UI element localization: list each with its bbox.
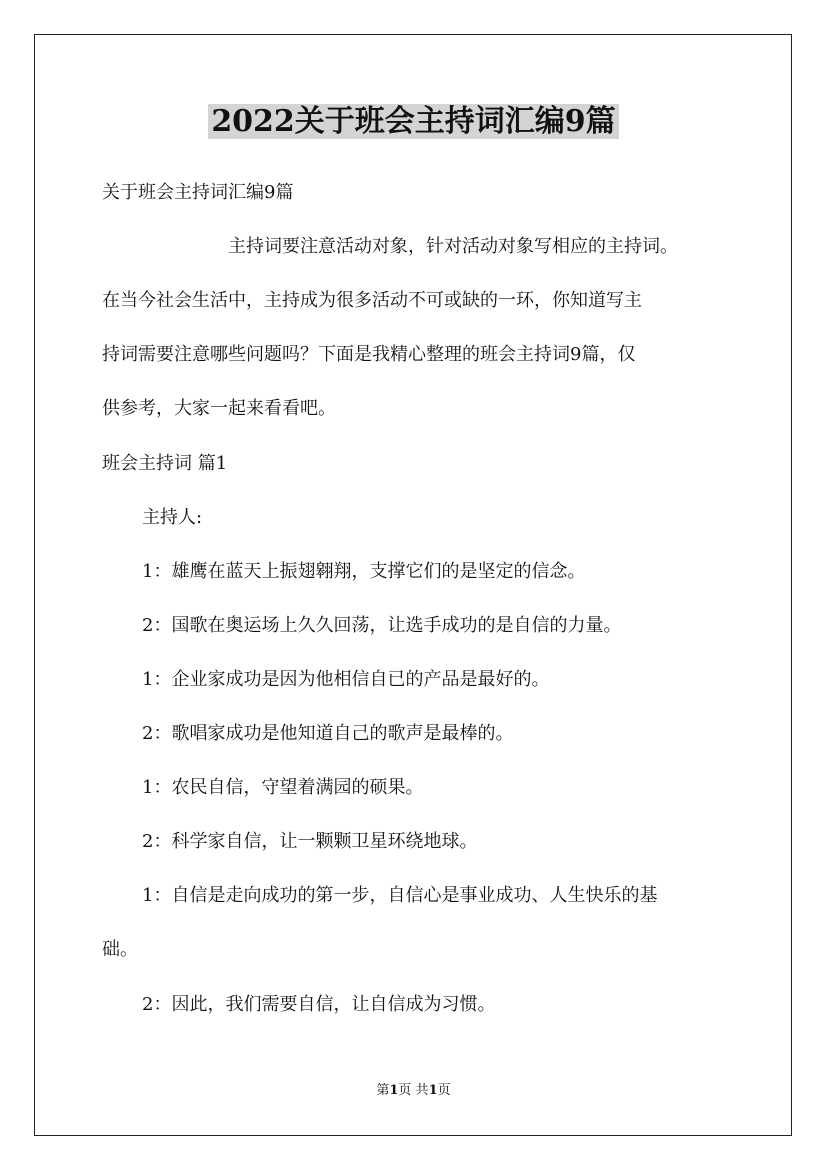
document-title-text: 2022关于班会主持词汇编9篇 <box>208 104 618 139</box>
footer-page-total: 1 <box>428 1083 438 1098</box>
body-line-3: 2：国歌在奥运场上久久回荡，让选手成功的是自信的力量。 <box>142 615 622 636</box>
footer-page-suffix: 页 <box>437 1083 451 1098</box>
footer-page-prefix: 第 <box>376 1083 390 1098</box>
body-line-9: 础。 <box>102 939 138 960</box>
body-line-10: 2：因此，我们需要自信，让自信成为习惯。 <box>142 994 496 1015</box>
intro-line-3: 持词需要注意哪些问题吗？下面是我精心整理的班会主持词9篇，仅 <box>102 344 636 365</box>
document-title <box>0 102 827 142</box>
page-footer <box>0 1082 827 1100</box>
intro-line-1: 主持词要注意活动对象，针对活动对象写相应的主持词。 <box>228 236 678 257</box>
intro-line-4: 供参考，大家一起来看看吧。 <box>102 398 336 419</box>
body-line-7: 2：科学家自信，让一颗颗卫星环绕地球。 <box>142 831 478 852</box>
section-heading: 班会主持词 篇1 <box>102 453 228 474</box>
footer-page-mid: 页 共 <box>398 1083 429 1098</box>
body-line-1: 主持人: <box>142 507 203 528</box>
body-line-4: 1：企业家成功是因为他相信自已的产品是最好的。 <box>142 669 550 690</box>
intro-line-2: 在当今社会生活中，主持成为很多活动不可或缺的一环，你知道写主 <box>102 290 642 311</box>
body-line-6: 1：农民自信，守望着满园的硕果。 <box>142 777 424 798</box>
body-line-8: 1：自信是走向成功的第一步，自信心是事业成功、人生快乐的基 <box>142 885 658 906</box>
body-line-2: 1：雄鹰在蓝天上振翅翱翔，支撑它们的是坚定的信念。 <box>142 561 586 582</box>
document-subtitle: 关于班会主持词汇编9篇 <box>102 182 294 203</box>
footer-page-current: 1 <box>389 1083 399 1098</box>
body-line-5: 2：歌唱家成功是他知道自己的歌声是最棒的。 <box>142 723 514 744</box>
